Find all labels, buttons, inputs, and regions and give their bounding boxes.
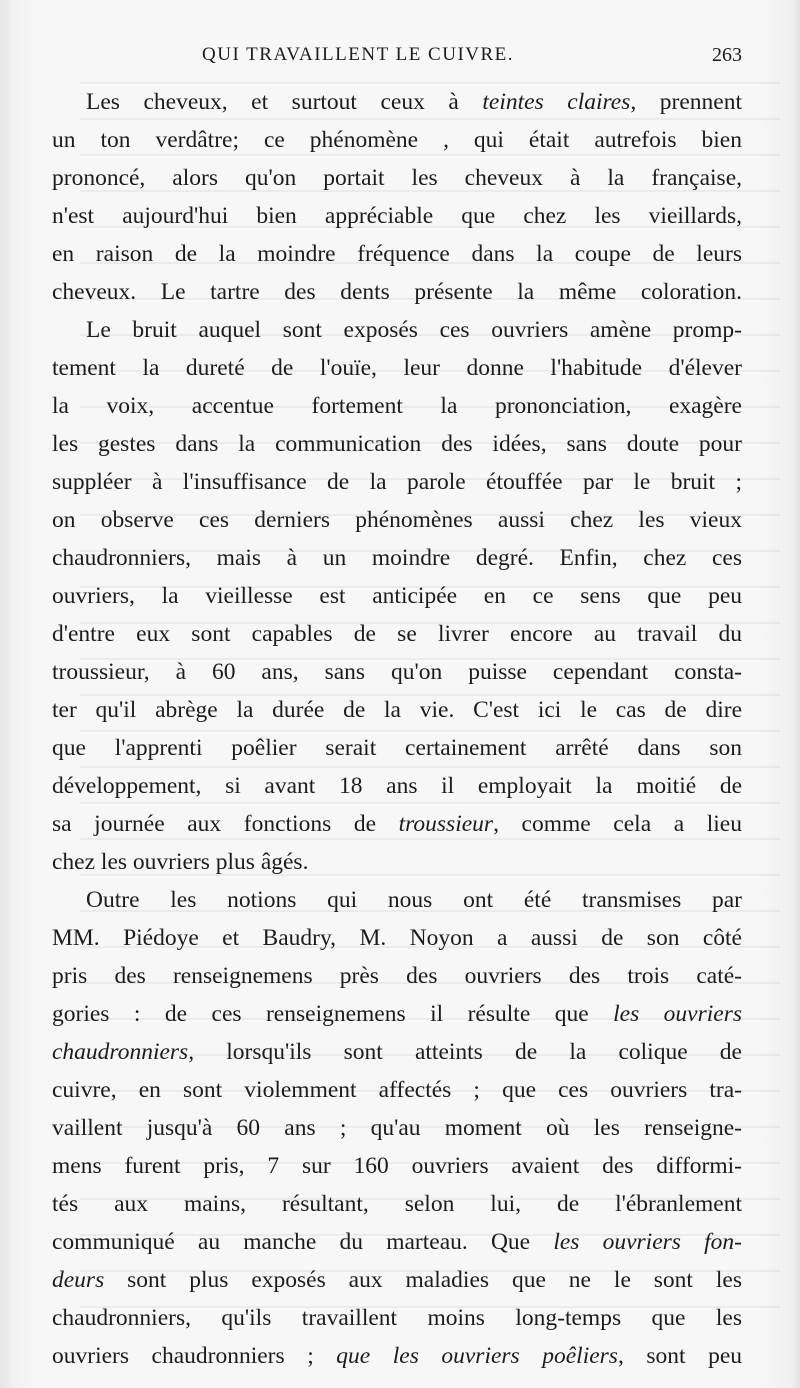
text-line: n'est aujourd'hui bien appréciable que chez les vieillards, bbox=[52, 203, 742, 229]
text-line: Outre les notions qui nous ont été transmises par bbox=[86, 887, 742, 913]
text-line: les gestes dans la communication des idées, sans doute pour bbox=[52, 431, 742, 457]
text-line: communiqué au manche du marteau. Que les ouvriers fon- bbox=[52, 1229, 742, 1255]
text-line: chaudronniers, mais à un moindre degré. Enfin, chez ces bbox=[52, 545, 742, 571]
text-line: deurs sont plus exposés aux maladies que ne le sont les bbox=[52, 1267, 742, 1293]
text-line: on observe ces derniers phénomènes aussi chez les vieux bbox=[52, 507, 742, 533]
text-line: pris des renseignemens près des ouvriers des trois caté- bbox=[52, 963, 742, 989]
text-line: développement, si avant 18 ans il employait la moitié de bbox=[52, 773, 742, 799]
italic-phrase: troussieur bbox=[398, 811, 494, 837]
text-line: troussieur, à 60 ans, sans qu'on puisse cependant consta- bbox=[52, 659, 742, 685]
page-header bbox=[52, 40, 742, 70]
text-line: un ton verdâtre; ce phénomène , qui était autrefois bien bbox=[52, 127, 742, 153]
text-line: chez les ouvriers plus âgés. bbox=[52, 849, 309, 875]
text-line: Le bruit auquel sont exposés ces ouvriers amène promp- bbox=[86, 317, 742, 343]
text-line: vaillent jusqu'à 60 ans ; qu'au moment où les renseigne- bbox=[52, 1115, 742, 1141]
italic-phrase: que les ouvriers poêliers bbox=[336, 1343, 618, 1369]
text-line: prononcé, alors qu'on portait les cheveux à la française, bbox=[52, 165, 742, 191]
text-line: d'entre eux sont capables de se livrer encore au travail du bbox=[52, 621, 742, 647]
text-line: Les cheveux, et surtout ceux à teintes claires, prennent bbox=[86, 89, 742, 115]
page-number: 263 bbox=[712, 44, 742, 66]
running-head: QUI TRAVAILLENT LE CUIVRE. bbox=[202, 44, 515, 65]
text-line: cuivre, en sont violemment affectés ; que ces ouvriers tra- bbox=[52, 1077, 742, 1103]
text-line: la voix, accentue fortement la prononciation, exagère bbox=[52, 393, 742, 419]
text-line: que l'apprenti poêlier serait certainement arrêté dans son bbox=[52, 735, 742, 761]
text-line: gories : de ces renseignemens il résulte que les ouvriers bbox=[52, 1001, 742, 1027]
italic-phrase: les ouvriers bbox=[613, 1001, 742, 1027]
text-line: tement la dureté de l'ouïe, leur donne l'habitude d'élever bbox=[52, 355, 742, 381]
text-line: chaudronniers, lorsqu'ils sont atteints de la colique de bbox=[52, 1039, 742, 1065]
text-line: ouvriers, la vieillesse est anticipée en ce sens que peu bbox=[52, 583, 742, 609]
text-line: sa journée aux fonctions de troussieur, comme cela a lieu bbox=[52, 811, 742, 837]
text-line: en raison de la moindre fréquence dans la coupe de leurs bbox=[52, 241, 742, 267]
italic-phrase: teintes claires bbox=[482, 89, 631, 115]
text-line: MM. Piédoye et Baudry, M. Noyon a aussi de son côté bbox=[52, 925, 742, 951]
italic-phrase: les ouvriers fon- bbox=[553, 1229, 742, 1255]
text-line: ouvriers chaudronniers ; que les ouvriers poêliers, sont peu bbox=[52, 1343, 743, 1369]
text-line: cheveux. Le tartre des dents présente la même coloration. bbox=[52, 279, 742, 305]
italic-phrase: deurs bbox=[52, 1267, 105, 1293]
text-line: ter qu'il abrège la durée de la vie. C'est ici le cas de dire bbox=[52, 697, 742, 723]
italic-phrase: chaudronniers bbox=[52, 1039, 189, 1065]
text-line: chaudronniers, qu'ils travaillent moins long-temps que les bbox=[52, 1305, 742, 1331]
text-line: mens furent pris, 7 sur 160 ouvriers avaient des difformi- bbox=[52, 1153, 742, 1179]
text-line: tés aux mains, résultant, selon lui, de l'ébranlement bbox=[52, 1191, 742, 1217]
text-line: suppléer à l'insuffisance de la parole étouffée par le bruit ; bbox=[52, 469, 742, 495]
